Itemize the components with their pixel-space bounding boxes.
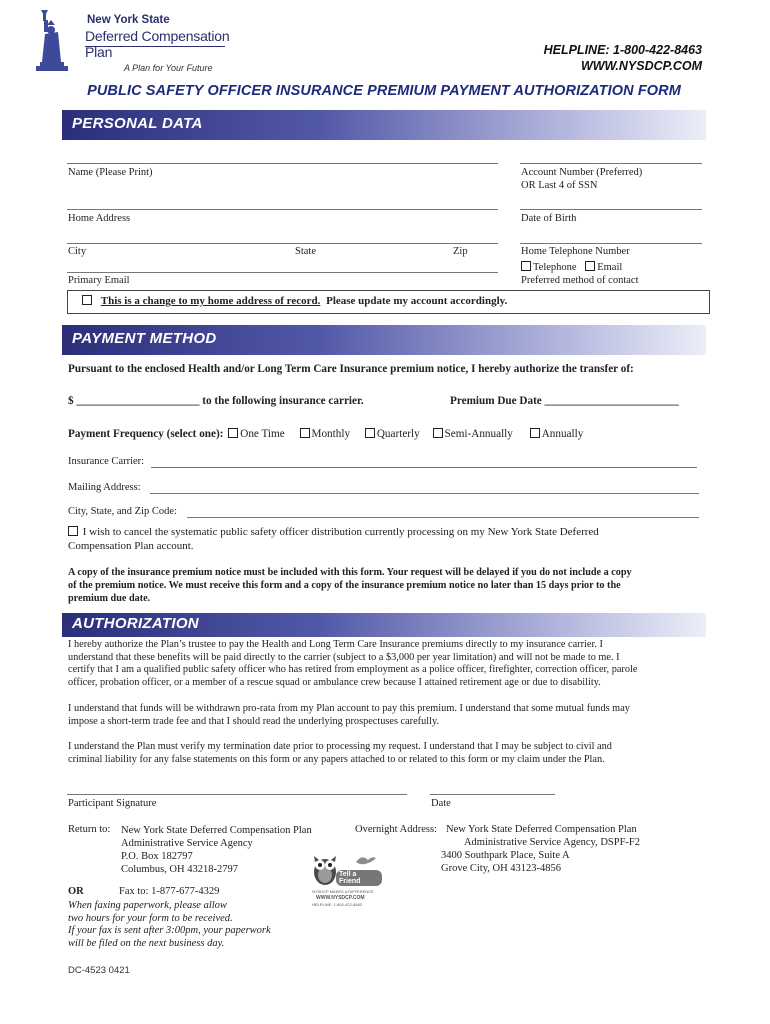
return-line-3: P.O. Box 182797 <box>121 851 193 862</box>
telephone-checkbox[interactable] <box>521 261 531 271</box>
address-change-instruction: Please update my account accordingly. <box>326 295 508 307</box>
notice-line-3: premium due date. <box>68 592 151 604</box>
auth-p1-line-2: understand that these benefits will be paid directly to the carrier (subject to a $3,000 per year limitation) and will not be made to me. I <box>68 651 620 663</box>
return-to-label: Return to: <box>68 824 111 835</box>
one-time-label: One Time <box>240 428 285 440</box>
overnight-address-label: Overnight Address: <box>355 824 437 835</box>
auth-p3-line-1: I understand the Plan must verify my termination date prior to processing my request. I understand that I may be subject to civil and <box>68 741 612 752</box>
return-line-2: Administrative Service Agency <box>121 838 253 849</box>
date-of-birth-label: Date of Birth <box>521 213 577 224</box>
org-name-line1: New York State <box>87 14 170 26</box>
state-label: State <box>295 246 316 257</box>
bird-icon <box>354 854 378 868</box>
home-address-label: Home Address <box>68 213 131 224</box>
amount-line[interactable]: $ ______________________ to the following insurance carrier. <box>68 395 364 407</box>
overnight-line-4: Grove City, OH 43123-4856 <box>441 863 562 874</box>
tell-a-friend-phone: HELPLINE: 1-800-422-8463 <box>312 902 363 907</box>
premium-due-date-line[interactable]: Premium Due Date ________________________ <box>450 395 679 407</box>
annually-label: Annually <box>541 428 584 440</box>
notice-line-1: A copy of the insurance premium notice must be included with this form. Your request will be delayed if you do not include a copy <box>68 567 632 578</box>
fax-note-4: will be filed on the next business day. <box>68 937 225 949</box>
name-field[interactable] <box>67 163 498 164</box>
overnight-line-1: New York State Deferred Compensation Plan <box>446 824 637 835</box>
account-number-field[interactable] <box>520 163 702 164</box>
city-state-zip-field[interactable] <box>67 243 498 244</box>
city-label: City <box>68 246 87 257</box>
city-state-zip-label: City, State, and Zip Code: <box>68 506 177 517</box>
home-phone-field[interactable] <box>520 243 702 244</box>
payment-frequency-row <box>68 428 583 440</box>
auth-p1-line-4: officer, probation officer, or a member of a rescue squad or ambulance crew because I attained retirement age or due to disability. <box>68 676 601 688</box>
tell-a-friend-logo <box>306 852 382 916</box>
personal-data-title: PERSONAL DATA <box>72 115 203 132</box>
signature-label: Participant Signature <box>68 798 157 809</box>
cancel-line-2: Compensation Plan account. <box>68 540 194 552</box>
name-label: Name (Please Print) <box>68 167 153 178</box>
form-title: PUBLIC SAFETY OFFICER INSURANCE PREMIUM PAYMENT AUTHORIZATION FORM <box>87 83 681 99</box>
signature-date-label: Date <box>431 798 451 809</box>
tell-a-friend-text: Tell a Friend <box>336 870 382 886</box>
account-label-1: Account Number (Preferred) <box>521 167 643 178</box>
cancel-distribution-option <box>68 525 599 553</box>
primary-email-field[interactable] <box>67 272 498 273</box>
telephone-option-label: Telephone <box>533 262 577 273</box>
annually-checkbox[interactable] <box>530 428 540 438</box>
payment-intro: Pursuant to the enclosed Health and/or Long Term Care Insurance premium notice, I hereby authorize the transfer of: <box>68 363 634 375</box>
return-line-4: Columbus, OH 43218-2797 <box>121 864 238 875</box>
helpline: HELPLINE: 1-800-422-8463 <box>543 43 702 57</box>
authorization-paragraph-3 <box>68 741 708 766</box>
account-label-2: OR Last 4 of SSN <box>521 180 598 191</box>
signature-date-field[interactable] <box>430 794 555 795</box>
mailing-address-label: Mailing Address: <box>68 482 141 493</box>
home-address-field[interactable] <box>67 209 498 210</box>
date-of-birth-field[interactable] <box>520 209 702 210</box>
form-code: DC-4523 0421 <box>68 965 130 976</box>
authorization-paragraph-2 <box>68 703 708 728</box>
address-change-checkbox[interactable] <box>82 295 92 305</box>
semi-annually-checkbox[interactable] <box>433 428 443 438</box>
authorization-title: AUTHORIZATION <box>72 615 199 632</box>
fax-notes <box>68 900 271 950</box>
auth-p3-line-2: criminal liability for any false statements on this form or any papers attached to or related to this form or my claim under the Plan. <box>68 753 605 765</box>
insurance-carrier-label: Insurance Carrier: <box>68 456 145 467</box>
payment-frequency-label: Payment Frequency (select one): <box>68 428 224 440</box>
tell-a-friend-subtitle: NYSDCP MAKES A DIFFERENCE <box>312 889 374 894</box>
org-name-line2: Deferred Compensation Plan <box>85 28 230 60</box>
home-phone-label: Home Telephone Number <box>521 246 630 257</box>
overnight-line-2: Administrative Service Agency, DSPF-F2 <box>463 837 641 848</box>
email-option-label: Email <box>597 262 623 273</box>
auth-p1-line-1: I hereby authorize the Plan’s trustee to pay the Health and Long Term Care Insurance premiums directly to my insurance carrier. I <box>68 639 603 650</box>
quarterly-checkbox[interactable] <box>365 428 375 438</box>
cancel-line-1: I wish to cancel the systematic public safety officer distribution currently processing on my New York State Deferred <box>82 526 599 538</box>
monthly-checkbox[interactable] <box>300 428 310 438</box>
primary-email-label: Primary Email <box>68 275 130 286</box>
payment-method-banner <box>62 325 706 355</box>
one-time-checkbox[interactable] <box>228 428 238 438</box>
mailing-address-field[interactable] <box>150 493 699 494</box>
semi-annually-label: Semi-Annually <box>444 428 513 440</box>
fax-note-3: If your fax is sent after 3:00pm, your paperwork <box>68 925 271 936</box>
auth-p1-line-3: certify that I am a qualified public safety officer who has retired from employment as a police officer, firefighter, correction officer, parole <box>68 664 638 676</box>
payment-method-title: PAYMENT METHOD <box>72 330 217 347</box>
preferred-contact-label: Preferred method of contact <box>521 275 639 286</box>
quarterly-label: Quarterly <box>376 428 420 440</box>
signature-field[interactable] <box>67 794 407 795</box>
auth-p2-line-2: impose a short-term trade fee and that I should read the underlying prospectuses carefully. <box>68 715 440 727</box>
overnight-line-3: 3400 Southpark Place, Suite A <box>441 850 570 861</box>
zip-label: Zip <box>453 246 468 257</box>
premium-notice-warning <box>68 567 708 605</box>
cancel-distribution-checkbox[interactable] <box>68 526 78 536</box>
fax-number: Fax to: 1-877-677-4329 <box>119 886 220 897</box>
statue-of-liberty-icon <box>34 10 78 72</box>
contact-method-options <box>521 261 622 273</box>
address-change-notice: This is a change to my home address of record. <box>100 295 321 307</box>
return-line-1: New York State Deferred Compensation Plan <box>121 825 312 836</box>
logo-rule <box>85 46 225 47</box>
personal-data-banner <box>62 110 706 140</box>
monthly-label: Monthly <box>311 428 351 440</box>
auth-p2-line-1: I understand that funds will be withdrawn pro-rata from my Plan account to pay this premium. I understand that some mutual funds may <box>68 703 630 714</box>
authorization-paragraph-1 <box>68 639 708 689</box>
email-checkbox[interactable] <box>585 261 595 271</box>
or-label: OR <box>68 886 84 897</box>
website[interactable]: WWW.NYSDCP.COM <box>580 59 702 73</box>
authorization-banner <box>62 613 706 637</box>
address-change-box <box>67 290 710 314</box>
notice-line-2: of the premium notice. We must receive this form and a copy of the insurance premium notice no later than 15 days prior to the <box>68 579 621 591</box>
logo-tagline: A Plan for Your Future <box>124 63 213 73</box>
fax-note-1: When faxing paperwork, please allow <box>68 900 227 911</box>
insurance-carrier-field[interactable] <box>151 467 697 468</box>
fax-note-2: two hours for your form to be received. <box>68 912 233 924</box>
carrier-city-state-zip-field[interactable] <box>187 517 699 518</box>
logo <box>34 10 234 80</box>
return-address <box>121 824 312 876</box>
tell-a-friend-url: WWW.NYSDCP.COM <box>316 895 365 901</box>
